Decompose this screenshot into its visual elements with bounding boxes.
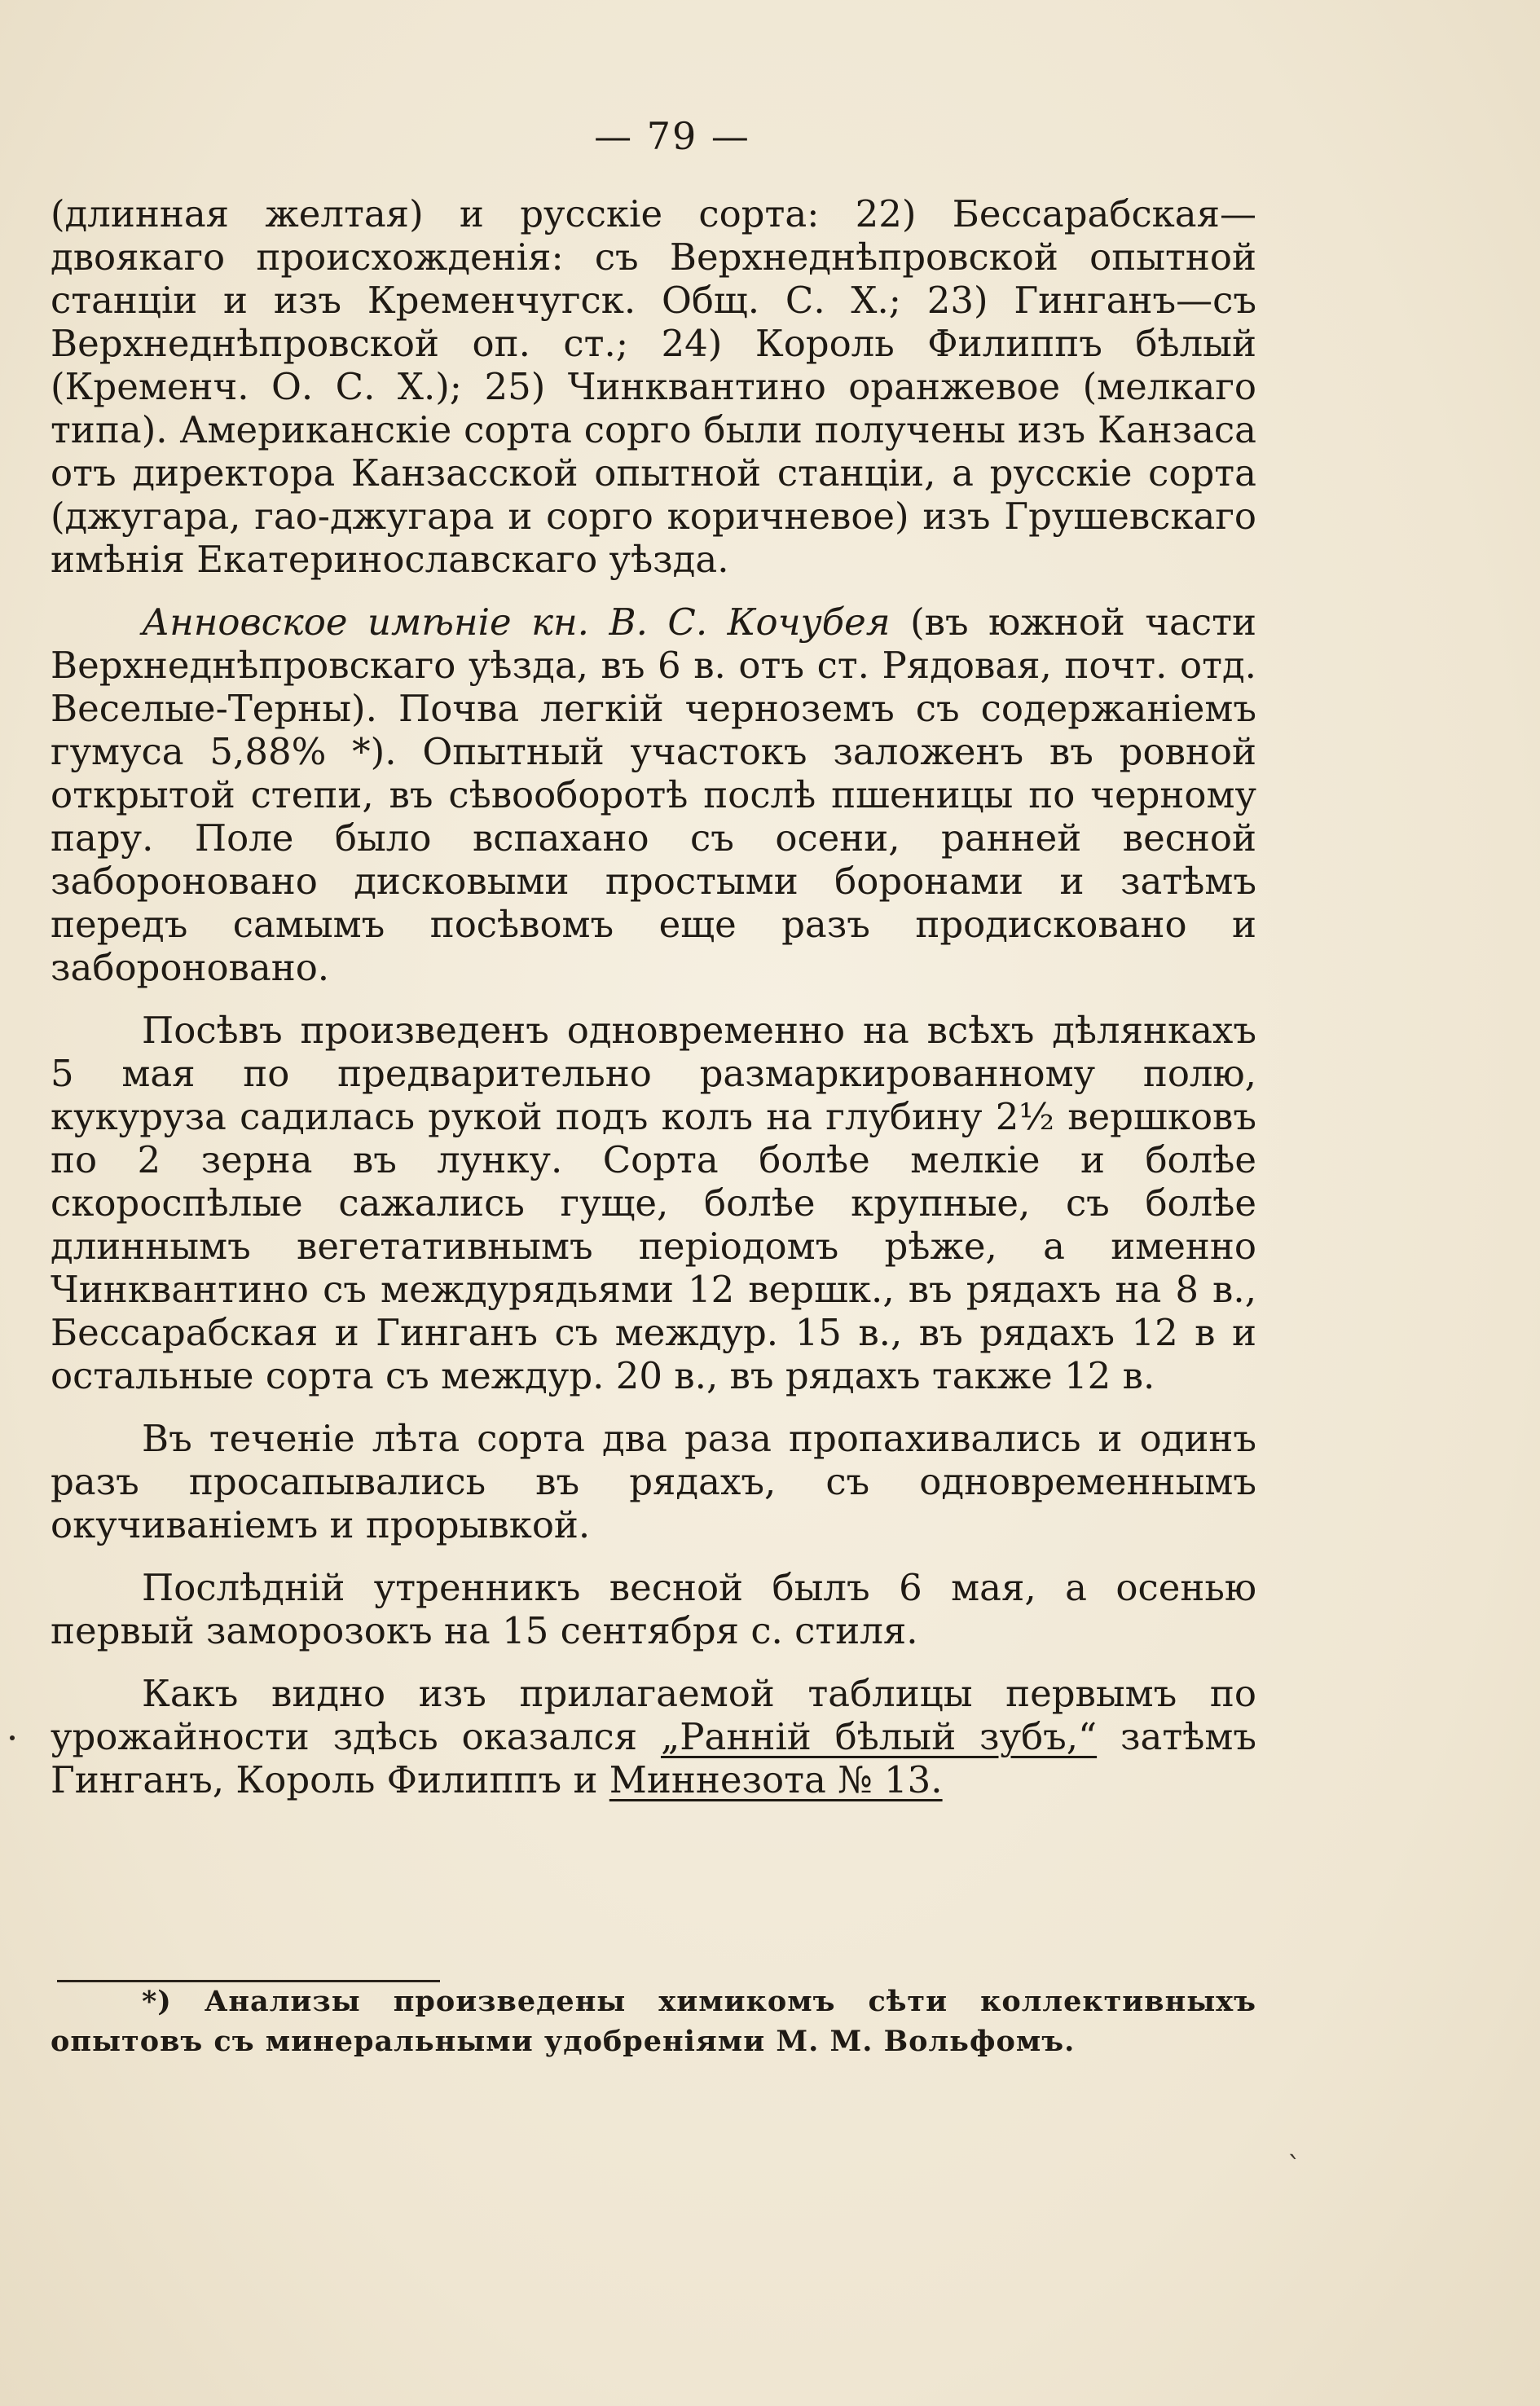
paragraph-6-part-2: затѣмъ Гинганъ, Король Филиппъ и <box>51 1715 1256 1801</box>
paragraph-6 <box>51 1672 1256 1801</box>
footnote: *) Анализы произведены химикомъ сѣти коллективныхъ опытовъ съ минеральными удобреніями М. М. Вольфомъ. <box>51 1985 1256 2058</box>
paragraph-2-body: (въ южной части Верхнеднѣпровскаго уѣзда, въ 6 в. отъ ст. Рядовая, почт. отд. Веселые-Терны). Почва легкій черноземъ съ содержаніемъ гумуса 5,88% *). Опытный участокъ заложенъ въ ровной открытой степи, въ сѣвооборотѣ послѣ пшеницы по черному пару. Поле было вспахано съ осени, ранней весной забороновано дисковыми простыми боронами и затѣмъ передъ самымъ посѣвомъ еще разъ продисковано и забороновано. <box>51 600 1256 989</box>
page-number: — 79 — <box>594 114 750 158</box>
paragraph-3: Посѣвъ произведенъ одновременно на всѣхъ дѣлянкахъ 5 мая по предварительно размаркированному полю, кукуруза садилась рукой подъ колъ на глубину 2½ вершковъ по 2 зерна въ лунку. Сорта болѣе мелкіе и болѣе скороспѣлые сажались гуще, болѣе крупные, съ болѣе длиннымъ вегетативнымъ періодомъ рѣже, а именно Чинквантино съ междурядьями 12 вершк., въ рядахъ на 8 в., Бессарабская и Гинганъ съ междур. 15 в., въ рядахъ 12 в и остальные сорта съ междур. 20 в., въ рядахъ также 12 в. <box>51 1009 1256 1397</box>
variety-early-white-dent: „Ранній бѣлый зубъ,“ <box>660 1715 1098 1758</box>
paragraph-1: (длинная желтая) и русскіе сорта: 22) Бессарабская—двоякаго происхожденія: съ Верхнеднѣпровской опытной станціи и изъ Кременчугск. Общ. С. Х.; 23) Гинганъ—съ Верхнеднѣпровской оп. ст.; 24) Король Филиппъ бѣлый (Кременч. О. С. Х.); 25) Чинквантино оранжевое (мелкаго типа). Американскіе сорта сорго были получены изъ Канзаса отъ директора Канзасской опытной станціи, а русскіе сорта (джугара, гао-джугара и сорго коричневое) изъ Грушевскаго имѣнія Екатеринославскаго уѣзда. <box>51 192 1256 581</box>
paragraph-6-part-1: Какъ видно изъ прилагаемой таблицы первымъ по урожайности здѣсь оказался <box>51 1672 1256 1758</box>
body-text <box>51 192 1256 1801</box>
paragraph-5: Послѣдній утренникъ весной былъ 6 мая, а осенью первый заморозокъ на 15 сентября с. стиля. <box>51 1566 1256 1652</box>
estate-name: Анновское имѣніе кн. В. С. Кочубея <box>142 600 891 644</box>
stray-ink-mark: ˋ <box>1287 2151 1301 2184</box>
paragraph-2 <box>51 600 1256 989</box>
paragraph-4: Въ теченіе лѣта сорта два раза пропахивались и одинъ разъ просапывались въ рядахъ, съ одновременнымъ окучиваніемъ и прорывкой. <box>51 1417 1256 1546</box>
variety-minnesota-13: Миннезота № 13. <box>609 1758 943 1801</box>
margin-speck <box>10 1735 15 1740</box>
